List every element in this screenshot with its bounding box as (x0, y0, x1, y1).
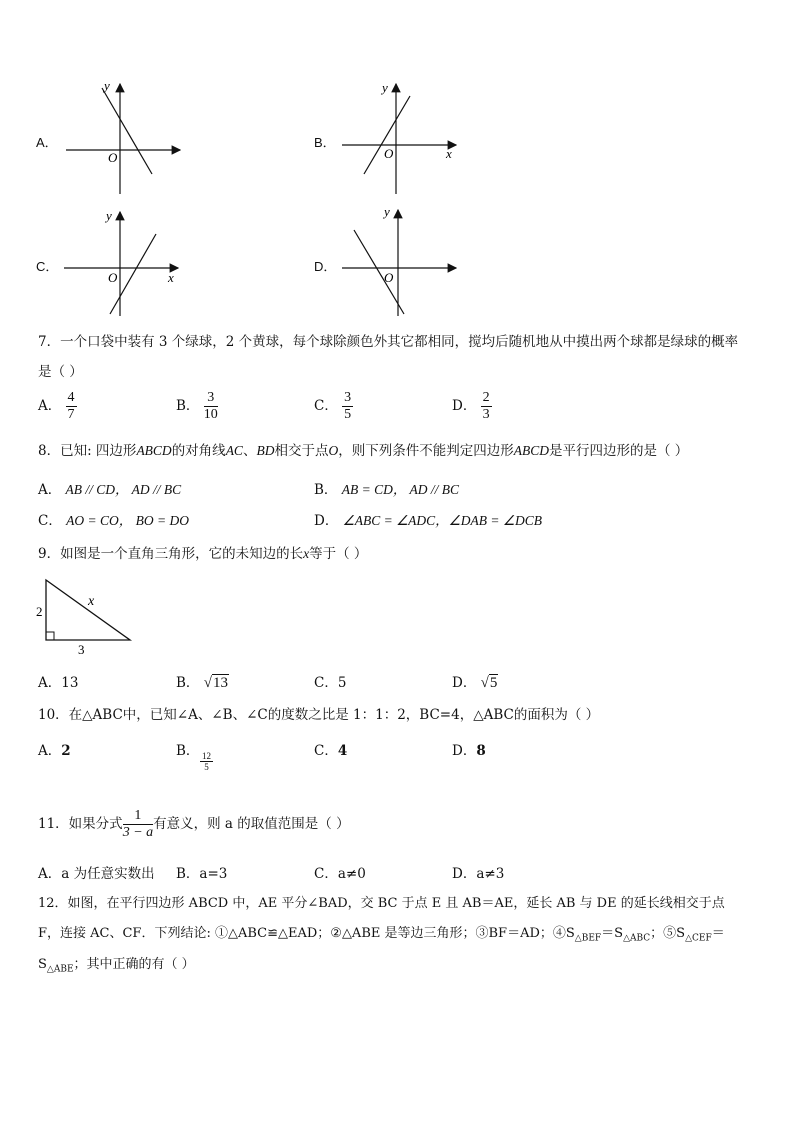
y-axis-label: y (106, 208, 112, 223)
graph-b-figure (338, 78, 488, 198)
option-text: 4 (337, 743, 348, 759)
q10-stem: 10．在△ABC中，已知∠A、∠B、∠C的度数之比是 1：1：2，BC=4，△ABC的面积为（ ） (38, 707, 600, 723)
option-label: D． (452, 866, 477, 882)
q7-option-b[interactable] (176, 390, 218, 423)
q11-option-a[interactable] (38, 862, 155, 882)
option-text: AB // CD， AD // BC (65, 482, 182, 497)
option-text: ∠ABC = ∠ADC，∠DAB = ∠DCB (342, 513, 542, 528)
fraction: $\frac{3}{5}$ (344, 390, 352, 422)
fraction: $\frac{2}{3}$ (482, 390, 490, 422)
option-text: a≠0 (337, 866, 366, 882)
q10-option-c[interactable] (314, 739, 347, 759)
fraction: $\frac{1}{3 - a}$ (122, 808, 154, 840)
q12-line3: $S_{\triangle ABE}$；其中正确的有（ ） (38, 957, 195, 975)
q7-line2: 是（ ） (38, 364, 83, 380)
option-label: D． (314, 259, 337, 274)
option-label: C． (314, 675, 338, 691)
q9-stem: 9．如图是一个直角三角形，它的未知边的长x等于（ ） (38, 546, 368, 562)
q9-option-d[interactable] (452, 671, 498, 692)
y-axis-label: y (382, 80, 388, 95)
x-axis-label: x (446, 146, 452, 161)
y-axis-label: y (384, 204, 390, 219)
graph-option-b (314, 78, 474, 198)
option-text: 2 (61, 743, 71, 759)
option-text: 5 (337, 675, 347, 691)
x-axis-label: x (168, 270, 174, 285)
option-label: D． (314, 513, 339, 529)
option-label: A． (38, 398, 62, 414)
option-label: C． (314, 866, 338, 882)
option-label: C． (38, 513, 62, 529)
q9-option-b[interactable] (176, 671, 229, 692)
fraction: $\frac{3}{10}$ (203, 390, 218, 422)
side-bottom-label: 3 (78, 642, 85, 657)
option-label: B． (314, 482, 338, 498)
option-text: a≠3 (476, 866, 505, 882)
q7-option-d[interactable] (452, 390, 492, 423)
option-label: D． (452, 398, 477, 414)
option-text: AO = CO， BO = DO (66, 513, 189, 528)
origin-label: O (108, 150, 118, 165)
graph-option-a (36, 78, 196, 198)
q8-option-b[interactable] (314, 478, 459, 498)
q10-option-b[interactable] (176, 739, 211, 772)
option-label: C． (314, 398, 338, 414)
option-label: A． (36, 135, 58, 150)
option-text: AB = CD， AD // BC (341, 482, 459, 497)
graph-a-figure (60, 78, 210, 198)
side-left-label: 2 (36, 604, 43, 619)
q8-option-d[interactable] (314, 509, 542, 529)
option-label: B． (176, 675, 200, 691)
option-label: B． (314, 135, 336, 150)
option-label: A． (38, 482, 62, 498)
sqrt-expression: √5 (480, 675, 498, 691)
sqrt-expression: √13 (203, 675, 228, 691)
option-label: A． (38, 743, 62, 759)
option-label: D． (452, 675, 477, 691)
y-axis-label: y (104, 78, 110, 93)
q11-option-b[interactable] (176, 862, 227, 882)
origin-label: O (384, 270, 394, 285)
graph-option-d (314, 204, 474, 324)
option-label: D． (452, 743, 477, 759)
q10-option-d[interactable] (452, 739, 486, 759)
q11-option-c[interactable] (314, 862, 366, 882)
q12-line2: F，连接 AC、CF．下列结论: ①△ABC≌△EAD；②△ABE 是等边三角形；③BF＝AD；$④S_{\triangle BEF}=S_{\triangle ABC}$；$⑤S_{\triangle CEF}=$ (38, 926, 725, 944)
q12-line1: 12．如图，在平行四边形 ABCD 中，AE 平分∠BAD，交 BC 于点 E 且 AB＝AE，延长 AB 与 DE 的延长线相交于点 (38, 896, 725, 911)
graph-d-figure (338, 204, 488, 324)
origin-label: O (108, 270, 118, 285)
option-text: a 为任意实数出 (61, 866, 155, 882)
q7-line1: 7．一个口袋中装有 3 个绿球，2 个黄球，每个球除颜色外其它都相同，搅均后随机地从中摸出两个球都是绿球的概率 (38, 334, 739, 350)
option-label: A． (38, 866, 62, 882)
q11-option-d[interactable] (452, 862, 504, 882)
q9-option-a[interactable] (38, 671, 78, 691)
q9-option-c[interactable] (314, 671, 346, 691)
option-label: C． (314, 743, 338, 759)
q9-triangle-figure (34, 574, 144, 658)
option-label: B． (176, 398, 200, 414)
q10-option-a[interactable] (38, 739, 71, 759)
option-text: 13 (61, 675, 79, 691)
graph-c-figure (60, 204, 210, 324)
hypotenuse-label: x (88, 594, 95, 609)
q8-stem: 8．已知: 四边形ABCD的对角线AC、BD相交于点O，则下列条件不能判定四边形ABCD是平行四边形的是（ ） (38, 443, 689, 459)
q7-option-a[interactable] (38, 390, 77, 423)
q7-option-c[interactable] (314, 390, 353, 423)
fraction: $\frac{4}{7}$ (67, 390, 75, 422)
q8-option-c[interactable] (38, 509, 189, 529)
option-label: B． (176, 743, 200, 759)
option-label: B． (176, 866, 200, 882)
option-text: a=3 (199, 866, 228, 882)
origin-label: O (384, 146, 394, 161)
option-label: A． (38, 675, 62, 691)
graph-option-c (36, 204, 196, 324)
option-label: C． (36, 259, 59, 274)
fraction: $\frac{12}{5}$ (202, 751, 211, 772)
q8-option-a[interactable] (38, 478, 181, 498)
option-text: 8 (476, 743, 486, 759)
q11-stem: 11．如果分式 $\frac{1}{3 - a}$ 有意义，则 a 的取值范围是（ ） (38, 808, 350, 840)
